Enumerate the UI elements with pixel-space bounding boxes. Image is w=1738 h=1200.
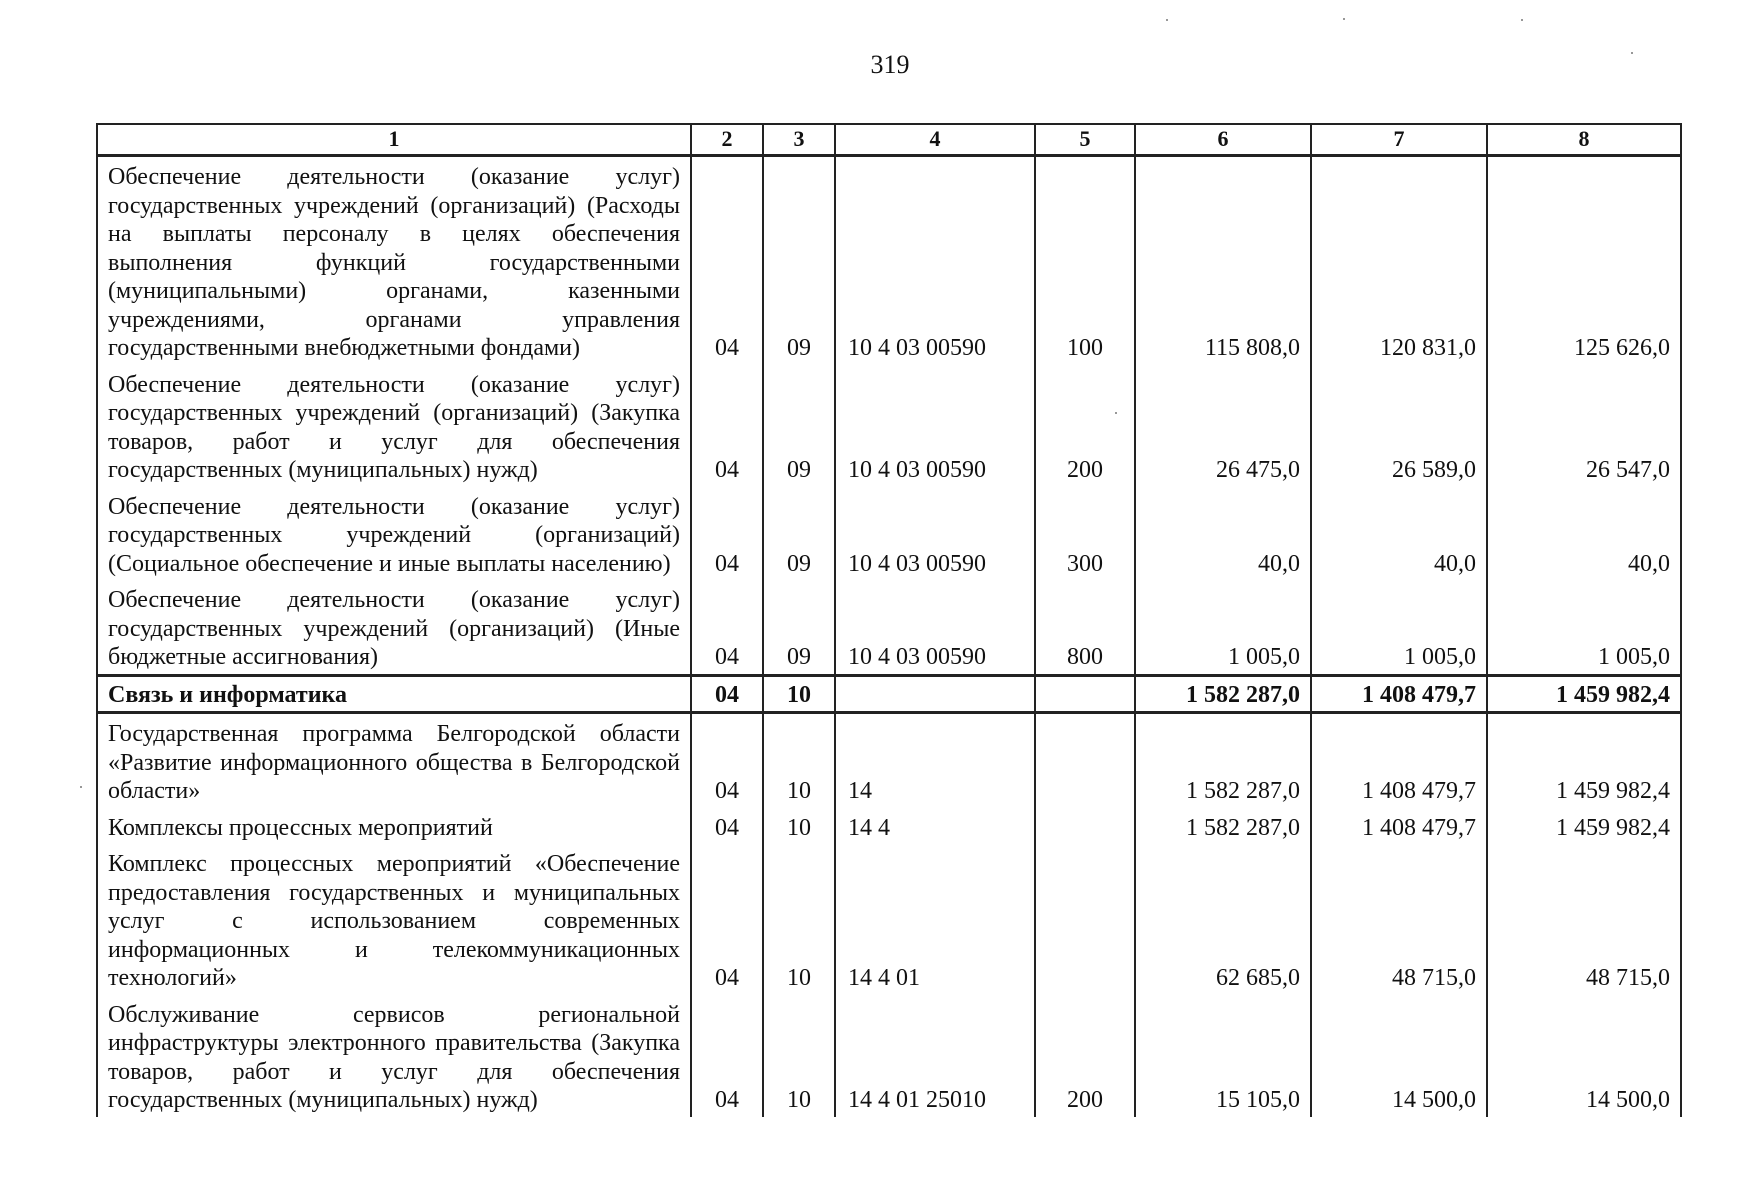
table-row xyxy=(97,995,1681,1117)
section-row xyxy=(97,675,1681,713)
page-number: 319 xyxy=(870,50,910,79)
header-col-5: 5 xyxy=(1035,124,1135,156)
row-value-col7: 1 408 479,7 xyxy=(1311,713,1487,808)
row-value-col6: 115 808,0 xyxy=(1135,156,1311,365)
row-target-code: 14 4 xyxy=(835,808,1035,845)
row-value-col7: 120 831,0 xyxy=(1311,156,1487,365)
row-target-code xyxy=(835,675,1035,713)
row-value-col7: 26 589,0 xyxy=(1311,365,1487,487)
section-name: Связь и информатика xyxy=(97,675,691,713)
row-expense-type xyxy=(1035,713,1135,808)
row-subsection-code: 09 xyxy=(763,487,835,581)
scan-speck xyxy=(1521,19,1523,21)
row-section-code: 04 xyxy=(691,156,763,365)
row-name: Комплекс процессных мероприятий «Обеспечение предоставления государственных и муниципальных услуг с использованием современных информационных и телекоммуникационных технологий» xyxy=(97,844,691,995)
table-row xyxy=(97,713,1681,808)
row-expense-type: 200 xyxy=(1035,365,1135,487)
row-target-code: 10 4 03 00590 xyxy=(835,487,1035,581)
row-name: Обеспечение деятельности (оказание услуг) государственных учреждений (организаций) (Иные бюджетные ассигнования) xyxy=(97,580,691,675)
scan-speck xyxy=(1166,19,1168,21)
row-expense-type xyxy=(1035,844,1135,995)
row-value-col6: 1 582 287,0 xyxy=(1135,675,1311,713)
row-value-col8: 1 459 982,4 xyxy=(1487,675,1681,713)
row-name: Обеспечение деятельности (оказание услуг) государственных учреждений (организаций) (Закупка товаров, работ и услуг для обеспечения государственных (муниципальных) нужд) xyxy=(97,365,691,487)
row-value-col6: 1 582 287,0 xyxy=(1135,808,1311,845)
budget-table xyxy=(96,123,1682,1117)
table-row xyxy=(97,156,1681,365)
row-value-col7: 48 715,0 xyxy=(1311,844,1487,995)
row-section-code: 04 xyxy=(691,487,763,581)
row-subsection-code: 10 xyxy=(763,995,835,1117)
row-name: Государственная программа Белгородской области «Развитие информационного общества в Белгородской области» xyxy=(97,713,691,808)
table-row xyxy=(97,580,1681,675)
row-target-code: 14 xyxy=(835,713,1035,808)
table-row xyxy=(97,487,1681,581)
row-name: Обслуживание сервисов региональной инфраструктуры электронного правительства (Закупка товаров, работ и услуг для обеспечения государственных (муниципальных) нужд) xyxy=(97,995,691,1117)
row-value-col8: 1 459 982,4 xyxy=(1487,713,1681,808)
row-subsection-code: 09 xyxy=(763,365,835,487)
row-target-code: 14 4 01 25010 xyxy=(835,995,1035,1117)
row-subsection-code: 09 xyxy=(763,156,835,365)
scan-speck xyxy=(1115,412,1117,414)
table-row xyxy=(97,844,1681,995)
row-value-col6: 26 475,0 xyxy=(1135,365,1311,487)
scan-speck xyxy=(1631,52,1633,54)
header-col-6: 6 xyxy=(1135,124,1311,156)
row-expense-type: 200 xyxy=(1035,995,1135,1117)
row-value-col6: 15 105,0 xyxy=(1135,995,1311,1117)
row-value-col8: 26 547,0 xyxy=(1487,365,1681,487)
row-subsection-code: 10 xyxy=(763,675,835,713)
row-expense-type: 100 xyxy=(1035,156,1135,365)
header-col-3: 3 xyxy=(763,124,835,156)
row-target-code: 14 4 01 xyxy=(835,844,1035,995)
row-value-col6: 62 685,0 xyxy=(1135,844,1311,995)
row-section-code: 04 xyxy=(691,675,763,713)
row-expense-type xyxy=(1035,808,1135,845)
row-expense-type: 300 xyxy=(1035,487,1135,581)
row-value-col8: 48 715,0 xyxy=(1487,844,1681,995)
row-value-col6: 1 582 287,0 xyxy=(1135,713,1311,808)
header-row xyxy=(97,124,1681,156)
row-section-code: 04 xyxy=(691,844,763,995)
row-value-col7: 1 408 479,7 xyxy=(1311,808,1487,845)
row-section-code: 04 xyxy=(691,580,763,675)
scan-speck xyxy=(80,786,82,788)
header-col-2: 2 xyxy=(691,124,763,156)
row-value-col8: 40,0 xyxy=(1487,487,1681,581)
row-target-code: 10 4 03 00590 xyxy=(835,156,1035,365)
header-col-7: 7 xyxy=(1311,124,1487,156)
header-col-4: 4 xyxy=(835,124,1035,156)
header-col-8: 8 xyxy=(1487,124,1681,156)
row-value-col7: 40,0 xyxy=(1311,487,1487,581)
row-expense-type xyxy=(1035,675,1135,713)
row-section-code: 04 xyxy=(691,365,763,487)
row-section-code: 04 xyxy=(691,995,763,1117)
table-row xyxy=(97,365,1681,487)
row-section-code: 04 xyxy=(691,808,763,845)
row-value-col8: 125 626,0 xyxy=(1487,156,1681,365)
row-value-col7: 14 500,0 xyxy=(1311,995,1487,1117)
row-value-col6: 1 005,0 xyxy=(1135,580,1311,675)
row-name: Обеспечение деятельности (оказание услуг) государственных учреждений (организаций) (Расходы на выплаты персоналу в целях обеспечения выполнения функций государственными (муниципальными) органами, казенными учреждениями, органами управления государственными внебюджетными фондами) xyxy=(97,156,691,365)
row-section-code: 04 xyxy=(691,713,763,808)
row-value-col6: 40,0 xyxy=(1135,487,1311,581)
scan-speck xyxy=(1343,18,1345,20)
row-name: Обеспечение деятельности (оказание услуг) государственных учреждений (организаций) (Социальное обеспечение и иные выплаты населению) xyxy=(97,487,691,581)
row-value-col8: 1 459 982,4 xyxy=(1487,808,1681,845)
row-subsection-code: 10 xyxy=(763,808,835,845)
row-subsection-code: 10 xyxy=(763,844,835,995)
row-value-col7: 1 408 479,7 xyxy=(1311,675,1487,713)
header-col-1: 1 xyxy=(97,124,691,156)
row-subsection-code: 10 xyxy=(763,713,835,808)
row-value-col8: 1 005,0 xyxy=(1487,580,1681,675)
row-value-col7: 1 005,0 xyxy=(1311,580,1487,675)
row-expense-type: 800 xyxy=(1035,580,1135,675)
row-target-code: 10 4 03 00590 xyxy=(835,365,1035,487)
row-value-col8: 14 500,0 xyxy=(1487,995,1681,1117)
table-row xyxy=(97,808,1681,845)
row-target-code: 10 4 03 00590 xyxy=(835,580,1035,675)
row-subsection-code: 09 xyxy=(763,580,835,675)
row-name: Комплексы процессных мероприятий xyxy=(97,808,691,845)
